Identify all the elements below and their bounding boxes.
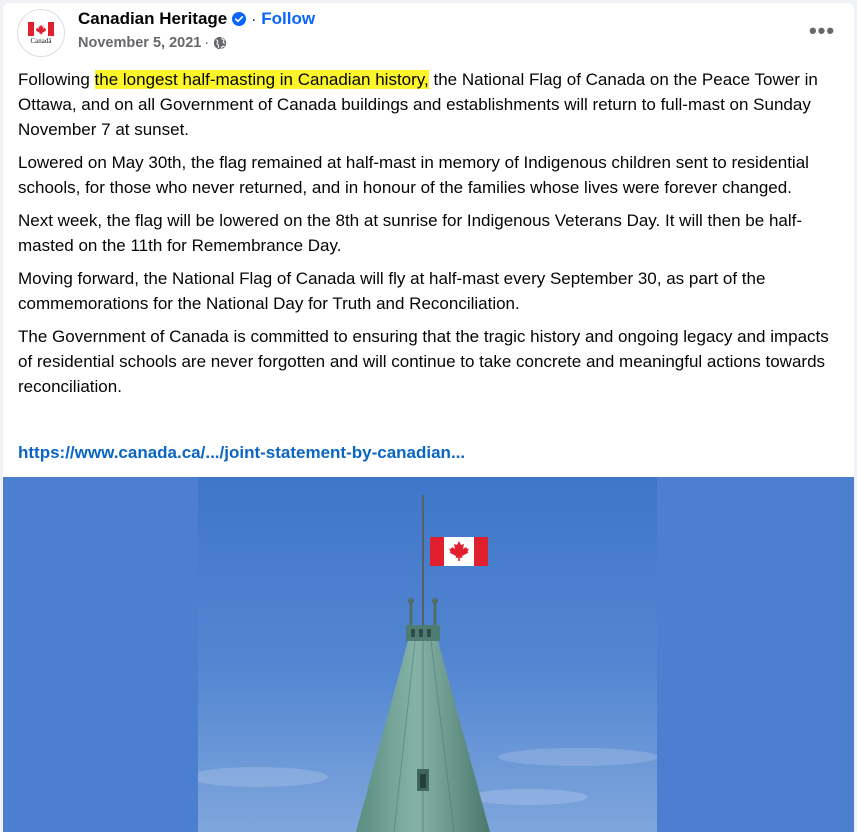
canada-wordmark: Canadä [30, 36, 52, 45]
paragraph-1-rest: the National Flag of Canada on the Peace Tower in Ottawa, and on all Government of Canada buildings and establishments will return to full-mast on Sunday November 7 at sunset. [18, 70, 818, 139]
separator-dot: · [251, 10, 257, 28]
page-name-link[interactable]: Canadian Heritage [78, 9, 228, 28]
paragraph-5: The Government of Canada is committed to ensuring that the tragic history and ongoing legacy and impacts of residential schools are never forgotten and will continue to take concrete and meaningful actions towards reconciliation. [18, 327, 829, 396]
verified-badge-icon [232, 12, 246, 26]
peace-tower-photo[interactable] [198, 477, 657, 832]
meta-separator-dot: · [204, 35, 210, 51]
follow-button[interactable]: Follow [261, 9, 316, 28]
post-meta [78, 34, 227, 52]
canadian-flag [430, 537, 488, 566]
globe-icon[interactable] [213, 36, 227, 50]
post-card [3, 3, 854, 832]
post-body [18, 67, 840, 407]
post-header [3, 3, 854, 63]
canada-flag-logo-icon [28, 22, 54, 36]
paragraph-1 [18, 67, 840, 142]
author-row [78, 8, 315, 30]
post-timestamp[interactable]: November 5, 2021 [78, 35, 202, 51]
more-options-icon[interactable]: ••• [808, 18, 836, 43]
paragraph-3: Next week, the flag will be lowered on the 8th at sunrise for Indigenous Veterans Day. It will then be half-masted on the 11th for Remembrance Day. [18, 211, 803, 255]
paragraph-1-lead: Following [18, 70, 95, 89]
paragraph-4: Moving forward, the National Flag of Canada will fly at half-mast every September 30, as part of the commemorations for the National Day for Truth and Reconciliation. [18, 269, 766, 313]
paragraph-2: Lowered on May 30th, the flag remained at half-mast in memory of Indigenous children sent to residential schools, for those who never returned, and in honour of the families whose lives were forever changed. [18, 153, 809, 197]
post-media[interactable] [3, 477, 854, 832]
external-link[interactable]: https://www.canada.ca/.../joint-statement-by-canadian... [18, 443, 466, 462]
page-avatar[interactable] [17, 9, 65, 57]
highlighted-text: the longest half-masting in Canadian history, [94, 70, 429, 89]
